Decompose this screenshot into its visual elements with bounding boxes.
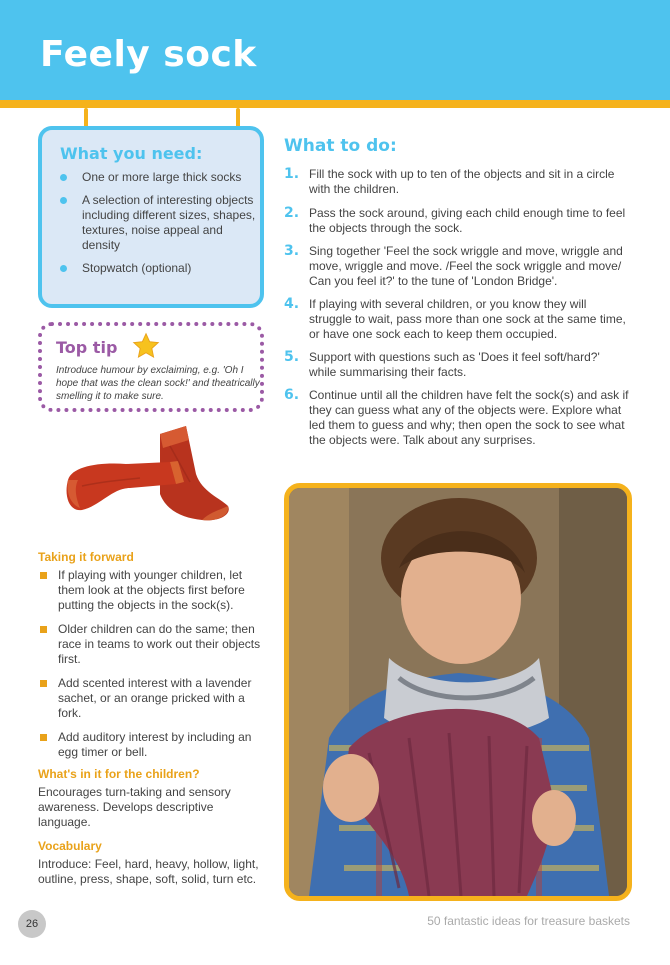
what-you-need-box [38, 126, 264, 308]
step-number: 5. [284, 349, 300, 365]
list-item: Older children can do the same; then race in teams to work out their objects first. [38, 622, 266, 667]
taking-it-forward-title: Taking it forward [38, 550, 134, 564]
step-number: 1. [284, 166, 300, 182]
list-item: Add scented interest with a lavender sachet, or an orange pricked with a fork. [38, 676, 266, 721]
top-tip-title: Top tip [56, 338, 118, 357]
step-number: 4. [284, 296, 300, 312]
step-text: Pass the sock around, giving each child enough time to feel the objects through the sock. [309, 206, 626, 235]
step-number: 2. [284, 205, 300, 221]
child-with-sock-photo [284, 483, 632, 901]
list-item: If playing with younger children, let them look at the objects first before putting the objects in the sock(s). [38, 568, 266, 613]
bullet-icon [60, 197, 67, 204]
top-tip-box [38, 322, 264, 412]
bullet-icon [40, 626, 47, 633]
step-number: 3. [284, 243, 300, 259]
vocabulary-title: Vocabulary [38, 839, 102, 853]
footer-text: 50 fantastic ideas for treasure baskets [427, 914, 630, 928]
step-text: If playing with several children, or you know they will struggle to wait, pass more than one sock at the same time, or have one sock each to keep them occupied. [309, 297, 626, 341]
red-socks-image [60, 422, 236, 528]
photo-illustration [289, 488, 627, 896]
list-item: One or more large thick socks [58, 170, 258, 185]
taking-it-forward-list [38, 568, 266, 769]
step-text: Fill the sock with up to ten of the objects and sit in a circle with the children. [309, 167, 615, 196]
step-text: Continue until all the children have felt the sock(s) and ask if they can guess what any of the objects were. Explore what led them to guess and why; then open the sock to see what the objects were. Talk about any surprises. [309, 388, 629, 447]
list-item: Stopwatch (optional) [58, 261, 258, 276]
bullet-icon [40, 680, 47, 687]
what-to-do-title: What to do: [284, 136, 397, 156]
step-text: Sing together 'Feel the sock wriggle and move, wriggle and move, wriggle and move. /Feel the sock wriggle and move/ Can you feel it?' to the tune of 'London Bridge'. [309, 244, 623, 288]
bullet-icon [40, 572, 47, 579]
whats-in-it-title: What's in it for the children? [38, 767, 200, 781]
bullet-icon [60, 265, 67, 272]
what-you-need-list [58, 170, 258, 284]
list-item: Add auditory interest by including an egg timer or bell. [38, 730, 266, 760]
top-tip-text: Introduce humour by exclaiming, e.g. 'Oh I hope that was the clean sock!' and theatrically smelling it to make sure. [56, 365, 260, 402]
step-number: 6. [284, 387, 300, 403]
star-icon [132, 332, 160, 360]
header-stripe [0, 100, 670, 108]
step-text: Support with questions such as 'Does it feel soft/hard?' while summarising their facts. [309, 350, 600, 379]
bullet-icon [40, 734, 47, 741]
page-title: Feely sock [40, 34, 257, 75]
whats-in-it-text: Encourages turn-taking and sensory awareness. Develops descriptive language. [38, 785, 231, 829]
what-you-need-title: What you need: [60, 144, 203, 163]
page-number: 26 [18, 910, 46, 938]
bullet-icon [60, 174, 67, 181]
list-item: A selection of interesting objects including different sizes, shapes, textures, noise appeal and density [58, 193, 258, 253]
vocabulary-text: Introduce: Feel, hard, heavy, hollow, light, outline, press, shape, soft, solid, turn etc. [38, 857, 259, 886]
